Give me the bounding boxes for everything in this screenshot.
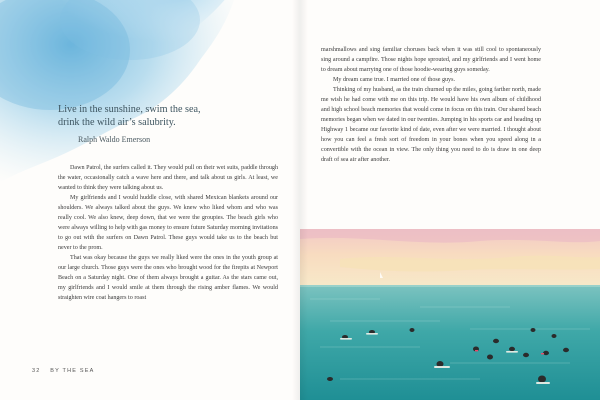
- page-number: 32: [32, 368, 41, 374]
- surfers-at-sunset-photo: [300, 229, 600, 400]
- epigraph: [58, 103, 258, 146]
- left-body-text: [58, 163, 278, 303]
- paragraph: Dawn Patrol, the surfers called it. They would pull on their wet suits, paddle through the water, occasionally catch a wave here and there, and talk about us girls. At least, we wanted to think they were talking about us.: [58, 165, 278, 191]
- paragraph: marshmallows and sing familiar choruses back when it was still cool to spontaneously sing around a campfire. Those nights hope sprouted, and my girlfriends and I went home to dream about marrying one of those hoodie-wearing guys someday.: [321, 47, 541, 73]
- paragraph: Thinking of my husband, as the train churned up the miles, going farther north, made me wish he had come with me on this trip. He would have his own album of childhood and high school beach memories that would come in focus on this train. Our shared beach memories began when we dated in our twenties. Jumping in his sports car and heading up Highway 1 became our favorite kind of date, even after we were married. I thought about how you can feel a fresh sort of freedom in your bones when you speed along in a convertible with the ocean in view. The only thing you need to do is draw in one deep draft of sea air after another.: [321, 87, 541, 163]
- epigraph-author: Ralph Waldo Emerson: [78, 135, 151, 144]
- paragraph: My girlfriends and I would huddle close, with shared Mexican blankets around our shoulders. We always talked about the guys. We knew who liked whom and who was really cool. We also knew, deep down, that we were the groupies. The beach girls who were always willing to help with gas money to ensure future Saturday morning invitations to go out with the surfers on Dawn Patrol. These guys would take us to the beach but never to the prom.: [58, 195, 278, 251]
- paragraph: My dream came true. I married one of those guys.: [333, 77, 456, 83]
- epigraph-line-1: Live in the sunshine, swim the sea,: [58, 104, 201, 115]
- running-head: BY THE SEA: [50, 368, 95, 374]
- paragraph: That was okay because the guys we really liked were the ones in the youth group at our large church. Those guys were the ones who brought wood for the firepits at Newport Beach on a Saturday night. One of them always brought a guitar. As the stars came out, my girlfriends and I would smile at them through the rising amber flames. We would straighten wire coat hangers to roast: [58, 255, 278, 301]
- epigraph-line-2: drink the wild air’s salubrity.: [58, 117, 176, 128]
- folio: [32, 368, 94, 374]
- right-body-text: [321, 45, 541, 165]
